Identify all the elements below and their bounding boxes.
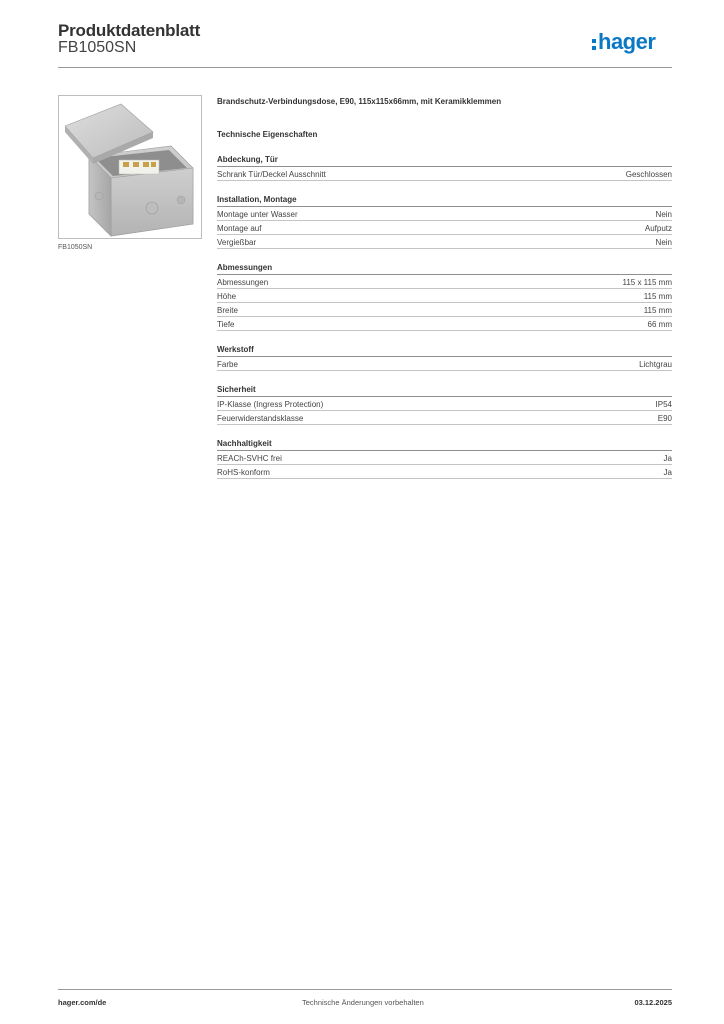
section-dimensions — [217, 263, 672, 331]
spec-label: Tiefe — [217, 320, 235, 329]
product-code: FB1050SN — [58, 39, 137, 56]
spec-row — [217, 465, 672, 479]
spec-value: 115 mm — [643, 292, 672, 301]
spec-label: Schrank Tür/Deckel Ausschnitt — [217, 170, 326, 179]
spec-label: Abmessungen — [217, 278, 269, 287]
section-title: Nachhaltigkeit — [217, 439, 672, 451]
spec-row — [217, 357, 672, 371]
spec-value: Ja — [663, 468, 672, 477]
footer-notice: Technische Änderungen vorbehalten — [302, 998, 424, 1007]
footer-divider — [58, 989, 672, 990]
spec-label: Vergießbar — [217, 238, 257, 247]
spec-label: Montage unter Wasser — [217, 210, 298, 219]
spec-row — [217, 235, 672, 249]
section-material — [217, 345, 672, 371]
image-caption: FB1050SN — [58, 244, 93, 251]
spec-label: REACh-SVHC frei — [217, 454, 282, 463]
spec-label: Farbe — [217, 360, 238, 369]
specs-heading: Technische Eigenschaften — [217, 130, 318, 139]
spec-row — [217, 411, 672, 425]
page-title: Produktdatenblatt — [58, 21, 201, 40]
spec-label: Montage auf — [217, 224, 262, 233]
spec-value: 66 mm — [647, 320, 672, 329]
spec-row — [217, 397, 672, 411]
spec-row — [217, 221, 672, 235]
footer-website-link[interactable]: hager.com/de — [58, 998, 107, 1007]
section-title: Abdeckung, Tür — [217, 155, 672, 167]
spec-row — [217, 167, 672, 181]
section-sustainability — [217, 439, 672, 479]
spec-value: Geschlossen — [625, 170, 672, 179]
spec-value: Ja — [663, 454, 672, 463]
section-title: Installation, Montage — [217, 195, 672, 207]
spec-value: Lichtgrau — [639, 360, 672, 369]
spec-row — [217, 207, 672, 221]
spec-label: Höhe — [217, 292, 237, 301]
product-specs — [217, 96, 672, 479]
hager-logo — [592, 27, 655, 57]
spec-value: 115 mm — [643, 306, 672, 315]
spec-row — [217, 289, 672, 303]
section-title: Sicherheit — [217, 385, 672, 397]
spec-value: Nein — [655, 210, 672, 219]
logo-text: hager — [598, 29, 656, 54]
spec-row — [217, 303, 672, 317]
product-description: Brandschutz-Verbindungsdose, E90, 115x115x66mm, mit Keramikklemmen — [217, 97, 502, 106]
section-title: Werkstoff — [217, 345, 672, 357]
spec-value: E90 — [657, 414, 672, 423]
spec-row — [217, 317, 672, 331]
header-divider — [58, 67, 672, 68]
spec-row — [217, 275, 672, 289]
junction-box-illustration — [59, 96, 201, 238]
section-title: Abmessungen — [217, 263, 672, 275]
spec-label: Feuerwiderstandsklasse — [217, 414, 304, 423]
product-image — [58, 95, 202, 239]
section-safety — [217, 385, 672, 425]
spec-label: RoHS-konform — [217, 468, 270, 477]
section-cover-door — [217, 155, 672, 181]
footer-date: 03.12.2025 — [634, 998, 672, 1007]
spec-value: Nein — [655, 238, 672, 247]
spec-value: Aufputz — [644, 224, 672, 233]
spec-value: IP54 — [655, 400, 672, 409]
spec-row — [217, 451, 672, 465]
logo-dots — [592, 39, 596, 50]
spec-value: 115 x 115 mm — [622, 278, 672, 287]
spec-label: IP-Klasse (Ingress Protection) — [217, 400, 324, 409]
spec-label: Breite — [217, 306, 238, 315]
section-installation — [217, 195, 672, 249]
